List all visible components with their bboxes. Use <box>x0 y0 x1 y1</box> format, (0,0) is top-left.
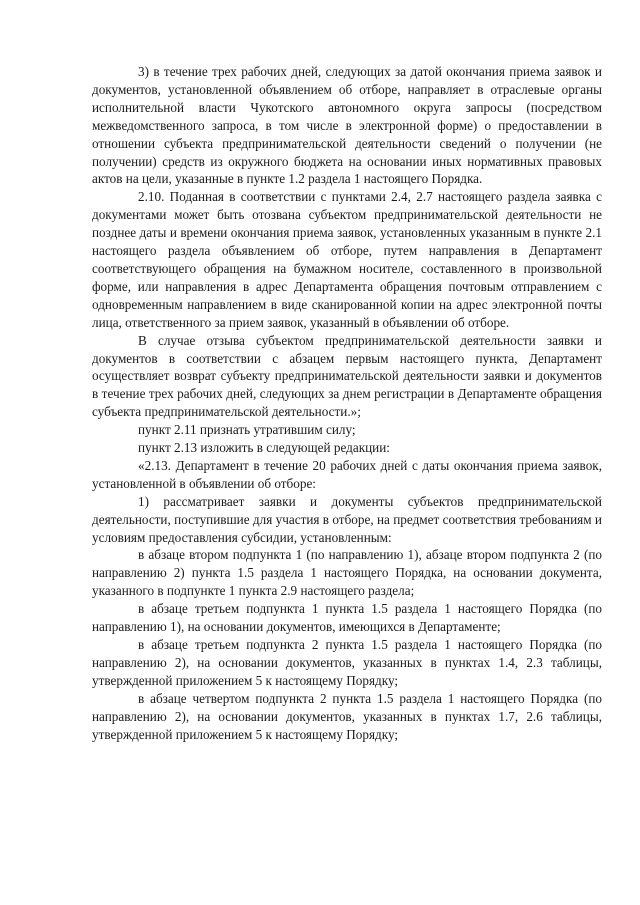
paragraph: В случае отзыва субъектом предпринимательской деятельности заявки и документов в соответствии с абзацем первым настоящего пункта, Департамент осуществляет возврат субъекту предпринимательской деятельности заявки и документов в течение трех рабочих дней, следующих за днем регистрации в Департаменте обращения субъекта предпринимательской деятельности.»; <box>92 332 602 420</box>
paragraph: в абзаце втором подпункта 1 (по направлению 1), абзаце втором подпункта 2 (по направлению 2) пункта 1.5 раздела 1 настоящего Порядка, на основании документа, указанного в подпункте 1 пункта 2.9 настоящего раздела; <box>92 547 602 599</box>
paragraph: в абзаце третьем подпункта 1 пункта 1.5 раздела 1 настоящего Порядка (по направлению 1), на основании документов, имеющихся в Департаменте; <box>92 601 602 635</box>
document-page <box>92 63 602 743</box>
paragraph: 2.10. Поданная в соответствии с пунктами 2.4, 2.7 настоящего раздела заявка с документами может быть отозвана субъектом предпринимательской деятельности не позднее даты и времени окончания приема заявок, установленных указанным в пункте 2.1 настоящего раздела объявлением об отборе, путем направления в Департамент соответствующего обращения на бумажном носителе, составленного в произвольной форме, или направления в адрес Департамента обращения почтовым отправлением с одновременным направлением в виде сканированной копии на адрес электронной почты лица, ответственного за прием заявок, указанный в объявлении об отборе. <box>92 189 602 330</box>
paragraph: в абзаце четвертом подпункта 2 пункта 1.5 раздела 1 настоящего Порядка (по направлению 2), на основании документов, указанных в пунктах 1.7, 2.6 таблицы, утвержденной приложением 5 к настоящему Порядку; <box>92 690 602 742</box>
paragraph: «2.13. Департамент в течение 20 рабочих дней с даты окончания приема заявок, установленной в объявлении об отборе: <box>92 457 602 491</box>
paragraph: пункт 2.11 признать утратившим силу; <box>138 422 356 438</box>
paragraph: в абзаце третьем подпункта 2 пункта 1.5 раздела 1 настоящего Порядка (по направлению 2), на основании документов, указанных в пунктах 1.4, 2.3 таблицы, утвержденной приложением 5 к настоящему Порядку; <box>92 637 602 688</box>
paragraph: 3) в течение трех рабочих дней, следующих за датой окончания приема заявок и документов, установленной объявлением об отборе, направляет в отраслевые органы исполнительной власти Чукотского автономного округа запросы (посредством межведомственного запроса, в том числе в электронной форме) о предоставлении в отношении субъекта предпринимательской деятельности сведений о получении (не получении) средств из окружного бюджета на основании иных нормативных правовых актов на цели, указанные в пункте 1.2 раздела 1 настоящего Порядка. <box>92 64 602 187</box>
paragraph: 1) рассматривает заявки и документы субъектов предпринимательской деятельности, поступившие для участия в отборе, на предмет соответствия требованиям и условиям предоставления субсидии, установленным: <box>92 493 602 545</box>
paragraph: пункт 2.13 изложить в следующей редакции: <box>138 440 390 456</box>
